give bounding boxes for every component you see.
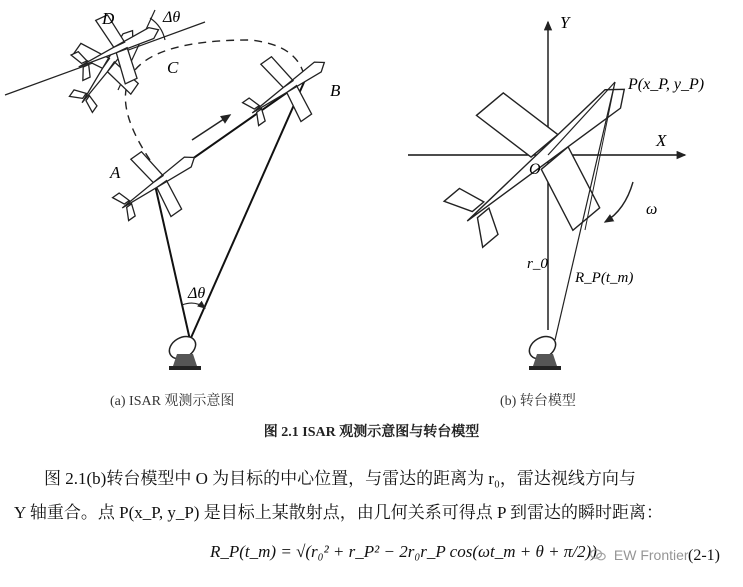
label-origin: O [529,161,541,178]
label-c: C [167,58,179,77]
caption-a: (a) ISAR 观测示意图 [110,394,235,409]
label-b: B [330,81,341,100]
watermark-text: EW Frontier [613,547,689,563]
label-y-axis: Y [560,13,570,32]
aircraft-a [101,129,215,238]
line-of-sight-b [190,80,305,340]
paragraph-line-1: 图 2.1(b)转台模型中 O 为目标的中心位置，与雷达的距离为 r₀，雷达视线方向与 [44,469,636,488]
figure-caption: 图 2.1 ISAR 观测示意图与转台模型 [263,425,480,440]
turntable-model-diagram [408,13,704,370]
distance-formula: R_P(t_m) = √(r₀² + r_P² − 2r₀r_P cos(ωt_m + θ + π/2)) [210,542,597,561]
label-x-axis: X [656,131,667,150]
label-point-p: P(x_P, y_P) [628,76,705,93]
aircraft-b [231,34,345,143]
delta-theta-arc-bottom [182,303,205,308]
label-omega: ω [646,201,658,218]
radar-dish-a [165,332,201,370]
omega-rotation-arrow [605,182,633,222]
label-rp: R_P(t_m) [575,270,634,286]
label-d: D [102,9,115,28]
caption-b: (b) 转台模型 [500,394,576,409]
wechat-icon [590,549,606,561]
label-delta-theta-top: Δθ [163,9,181,26]
label-delta-theta-bottom: Δθ [188,285,206,302]
equation-number: (2-1) [688,547,720,564]
label-a: A [110,163,121,182]
label-r0: r_0 [527,256,548,272]
isar-observation-diagram [5,0,344,370]
watermark [590,547,689,563]
aircraft-rotated [415,32,672,282]
paragraph-line-2: Y 轴重合。点 P(x_P, y_P) 是目标上某散射点，由几何关系可得点 P 到雷达的瞬时距离： [14,503,664,522]
